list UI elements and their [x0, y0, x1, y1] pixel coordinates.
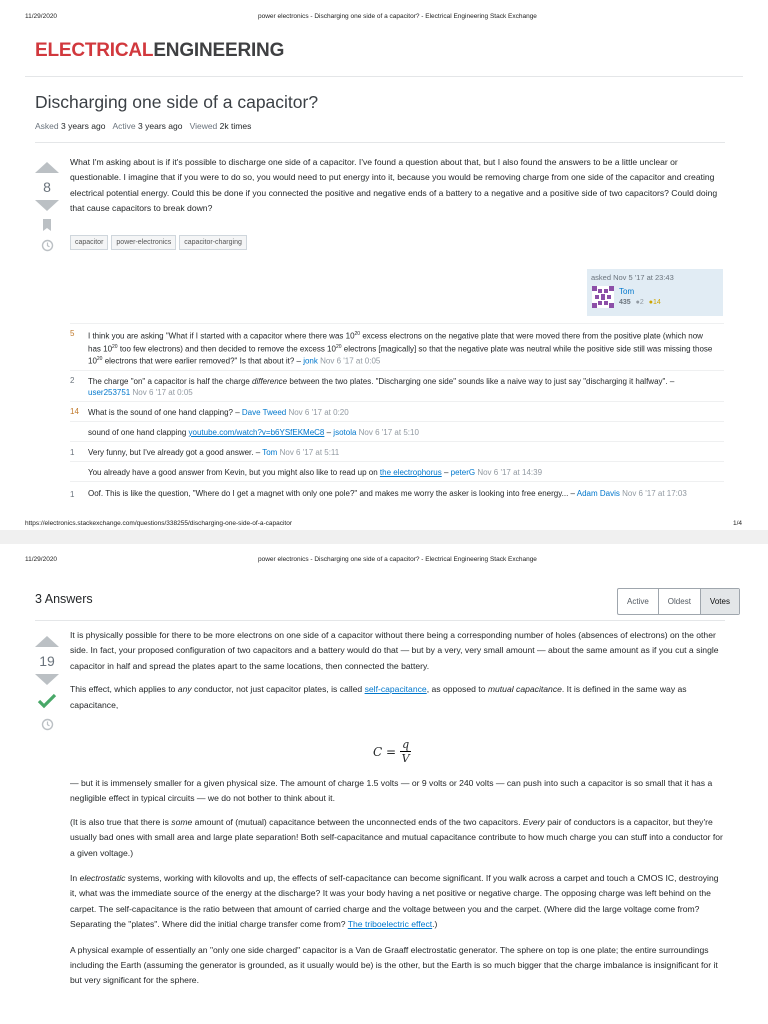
formula-fraction — [400, 738, 411, 765]
active-label: Active — [112, 121, 136, 131]
comment-user[interactable]: Adam Davis — [576, 489, 620, 498]
upvote-icon[interactable] — [35, 636, 59, 647]
history-icon[interactable] — [41, 718, 54, 731]
tag-capacitor-charging[interactable]: capacitor-charging — [179, 235, 247, 250]
comment-user[interactable]: Tom — [262, 448, 278, 457]
print-page-number: 1/4 — [733, 520, 743, 527]
comment-score: 2 — [70, 376, 75, 385]
answers-divider — [35, 620, 725, 621]
comment-score: 5 — [70, 329, 75, 338]
comment-6 — [88, 467, 718, 478]
comment-text: The charge "on" a capacitor is half the charge — [88, 377, 252, 386]
asker-rep: 435 — [619, 299, 631, 306]
answers-count-heading: 3 Answers — [35, 592, 93, 606]
logo-text-electrical: ELECTRICAL — [35, 40, 154, 61]
comment-5 — [88, 447, 718, 458]
comment-3 — [88, 407, 718, 418]
answer-paragraph — [70, 682, 725, 713]
site-logo[interactable] — [33, 36, 285, 66]
comment-date[interactable]: Nov 6 '17 at 14:39 — [477, 468, 543, 477]
tag-power-electronics[interactable]: power-electronics — [111, 235, 176, 250]
self-capacitance-link[interactable]: self-capacitance — [364, 684, 427, 695]
header-divider — [25, 76, 743, 77]
comment-user[interactable]: jsotola — [333, 428, 357, 437]
accepted-checkmark-icon — [37, 693, 57, 709]
comment-user[interactable]: peterG — [450, 468, 476, 477]
print-header-title: power electronics - Discharging one side of a capacitor? - Electrical Engineering Stack Exchange — [258, 556, 537, 563]
answer-paragraph — [70, 871, 725, 933]
comment-divider — [70, 421, 724, 422]
answer-paragraph: A physical example of essentially an "only one side charged" capacitor is a Van de Graaff electrostatic generator. The sphere on top is one plate; the entire surroundings including the Earth (assuming the generator is grounded, as it usually would be) is the other, but the Earth is so much bigger that the charge imbalance is insignificant for it but very significant for the sphere. — [70, 944, 718, 986]
comment-user[interactable]: jonk — [303, 356, 318, 366]
comment-user[interactable]: user253751 — [88, 388, 131, 397]
print-footer-url: https://electronics.stackexchange.com/questions/338255/discharging-one-side-of-a-capacitor — [25, 520, 293, 527]
answer-sort-tabs — [617, 588, 740, 615]
capacitance-formula — [373, 738, 411, 765]
comment-math-exp: 20 — [354, 331, 361, 337]
comment-date[interactable]: Nov 6 '17 at 0:05 — [320, 356, 381, 366]
answer-emphasis: any — [177, 684, 192, 695]
sort-tab-oldest[interactable]: Oldest — [659, 589, 701, 614]
silver-badges: ●2 — [635, 299, 644, 306]
comment-text: What is the sound of one hand clapping? – — [88, 408, 242, 417]
comment-score: 1 — [70, 490, 75, 499]
downvote-icon[interactable] — [35, 674, 59, 685]
comment-user[interactable]: Dave Tweed — [241, 408, 287, 417]
answer-vote-count: 19 — [39, 653, 55, 669]
print-header-title: power electronics - Discharging one side of a capacitor? - Electrical Engineering Stack Exchange — [258, 13, 537, 20]
downvote-icon[interactable] — [35, 200, 59, 211]
answer-text: pair of conductors is a capacitor, but they're usually bad ones with small area and large plate separation! Both self-capacitance and mutual capacitance contribute to how much charge you can stuff into a conductor for a given voltage.) — [70, 816, 723, 858]
answer-text: . It is defined in the same way as capacitance, — [70, 684, 687, 710]
question-vote-count: 8 — [43, 179, 51, 195]
question-body — [70, 155, 725, 225]
viewed-value: 2k times — [219, 121, 252, 131]
triboelectric-effect-link[interactable]: The triboelectric effect — [347, 919, 433, 930]
comment-link[interactable]: the electrophorus — [379, 468, 442, 477]
title-divider — [35, 142, 725, 143]
sort-tab-votes[interactable]: Votes — [701, 589, 739, 614]
answer-body — [70, 628, 725, 721]
question-vote-column — [34, 162, 60, 252]
question-body-text: What I'm asking about is if it's possible to discharge one side of a capacitor. I've found a question about that, but I also found the answers to be a little unclear or questionable. I imagine that if you were to do so, you would need to put energy into it, because you would be removing charge from one side of the capacitor and creating electrical potential energy. Could this be done if you connected the positive and negative ends of a battery to a negative and a positive side of two capacitors? Could doing that cause capacitors to break down? — [70, 157, 718, 214]
answer-text: , as opposed to — [426, 684, 488, 695]
asker-name[interactable]: Tom — [619, 287, 635, 296]
comment-text: excess electrons on the negative plate that were moved there from the positive plate (which now has — [88, 331, 703, 354]
comment-emphasis: difference — [252, 377, 288, 386]
comment-separator: – — [441, 468, 451, 477]
answer-body-continued — [70, 776, 725, 997]
comment-score: 14 — [70, 407, 79, 416]
sort-tab-active[interactable]: Active — [618, 589, 659, 614]
answer-text: In — [70, 873, 80, 884]
formula-lhs: C = — [373, 744, 397, 759]
comment-divider — [70, 370, 724, 371]
comment-text: I think you are asking "What if I started with a capacitor where there was — [88, 331, 346, 341]
comment-score: 1 — [70, 448, 75, 457]
answer-text: .) — [432, 919, 438, 930]
print-date: 11/29/2020 — [25, 13, 58, 20]
comment-date[interactable]: Nov 6 '17 at 5:10 — [358, 428, 419, 437]
comment-divider — [70, 461, 724, 462]
comment-text: electrons that were earlier removed?" Is that about it? – — [102, 356, 304, 366]
upvote-icon[interactable] — [35, 162, 59, 173]
comment-text: sound of one hand clapping — [88, 428, 189, 437]
answer-text: conductor, not just capacitor plates, is called — [191, 684, 365, 695]
logo-text-engineering: ENGINEERING — [153, 40, 285, 61]
comment-link[interactable]: youtube.com/watch?v=b6YSfEKMeC8 — [188, 428, 325, 437]
comment-divider — [70, 481, 724, 482]
comment-divider — [70, 441, 724, 442]
answer-paragraph: — but it is immensely smaller for a given physical size. The amount of charge 1.5 volts — or 9 volts or 240 volts — can push into such a capacitor is so small that it has a negligible effect in typical circuits — we do not bother to think about it. — [70, 778, 713, 804]
answer-emphasis: mutual capacitance — [487, 684, 562, 695]
formula-numerator: q — [402, 738, 410, 751]
print-date: 11/29/2020 — [25, 556, 58, 563]
asker-reputation — [619, 299, 661, 306]
comment-text: Oof. This is like the question, "Where do I get a magnet with only one pole?" and makes me worry the asker is looking into free energy... – — [88, 489, 577, 498]
question-meta — [35, 121, 251, 131]
comment-math: 10 — [345, 331, 355, 341]
comment-7 — [88, 488, 718, 499]
answer-vote-column — [34, 636, 60, 731]
tag-capacitor[interactable]: capacitor — [70, 235, 108, 250]
comment-math: 10 — [327, 344, 336, 354]
history-icon[interactable] — [41, 239, 54, 252]
asked-value: 3 years ago — [61, 121, 106, 131]
avatar[interactable] — [592, 286, 614, 308]
comment-1 — [88, 329, 718, 367]
answer-emphasis: some — [171, 816, 193, 827]
active-value[interactable]: 3 years ago — [138, 121, 183, 131]
comment-date[interactable]: Nov 6 '17 at 5:11 — [279, 448, 340, 457]
answer-paragraph: It is physically possible for there to be more electrons on one side of a capacitor without there being a corresponding number of holes (absences of electrons) on the other side. In fact, your proposed configuration of two capacitors and a battery would do that — but by a very, very small amount — about the same amount as if you cut a single capacitor in half and spread the plates apart to the same locations, then connected the battery. — [70, 630, 719, 671]
comment-text: too few electrons) and then decided to remove the excess — [117, 344, 328, 354]
question-tags — [70, 235, 247, 250]
asker-user-card — [587, 269, 723, 316]
comment-separator: – — [324, 428, 334, 437]
comment-date[interactable]: Nov 6 '17 at 0:20 — [288, 408, 349, 417]
viewed-label: Viewed — [189, 121, 218, 131]
answer-emphasis: Every — [522, 816, 545, 827]
asked-date: asked Nov 5 '17 at 23:43 — [591, 273, 674, 282]
comment-text: You already have a good answer from Kevin, but you might also like to read up on — [88, 468, 380, 477]
comment-2 — [88, 376, 718, 398]
comment-date[interactable]: Nov 6 '17 at 0:05 — [132, 388, 193, 397]
comment-divider — [70, 323, 724, 324]
bronze-badges: ●14 — [648, 299, 661, 306]
comment-date[interactable]: Nov 6 '17 at 17:03 — [622, 489, 687, 498]
comment-math-exp: 20 — [112, 343, 118, 350]
page-break — [0, 530, 768, 544]
formula-denominator: V — [401, 752, 410, 765]
comment-text: electrons [magically] so that the negative plate was neutral while the positive side still was missing those — [341, 344, 713, 354]
comment-math: 10 — [88, 356, 97, 366]
answer-paragraph — [70, 815, 725, 861]
comment-4 — [88, 427, 718, 438]
comment-math-exp: 20 — [96, 356, 103, 363]
comment-text: between the two plates. "Discharging one side" sounds like a naive way to just say "discharging it halfway". – — [287, 377, 675, 386]
comment-math: 10 — [103, 344, 113, 354]
comment-text: Very funny, but I've already got a good answer. – — [88, 448, 263, 457]
answer-emphasis: electrostatic — [79, 873, 126, 884]
bookmark-icon[interactable] — [42, 219, 52, 231]
answer-text: This effect, which applies to — [70, 684, 178, 695]
answer-text: (It is also true that there is — [70, 816, 172, 827]
asked-label: Asked — [35, 121, 59, 131]
comment-math-exp: 20 — [335, 343, 342, 350]
question-title[interactable]: Discharging one side of a capacitor? — [35, 92, 319, 112]
answer-text: amount of (mutual) capacitance between the unconnected ends of the two capacitors. — [192, 816, 523, 827]
comment-divider — [70, 401, 724, 402]
answer-text: systems, working with kilovolts and up, the effects of self-capacitance can become significant. If you walk across a carpet and touch a CMOS IC, destroying it, what was the immediate source of the energy at the discharge? It was your body having a net positive or negative charge. The opposing charge was left behind on the carpet. The self-capacitance is the ratio between that amount of carried charge and the voltage between you and the carpet. (Where did the large voltage come from? Separating the "plates". Where did the initial charge transfer come from? — [70, 873, 719, 930]
